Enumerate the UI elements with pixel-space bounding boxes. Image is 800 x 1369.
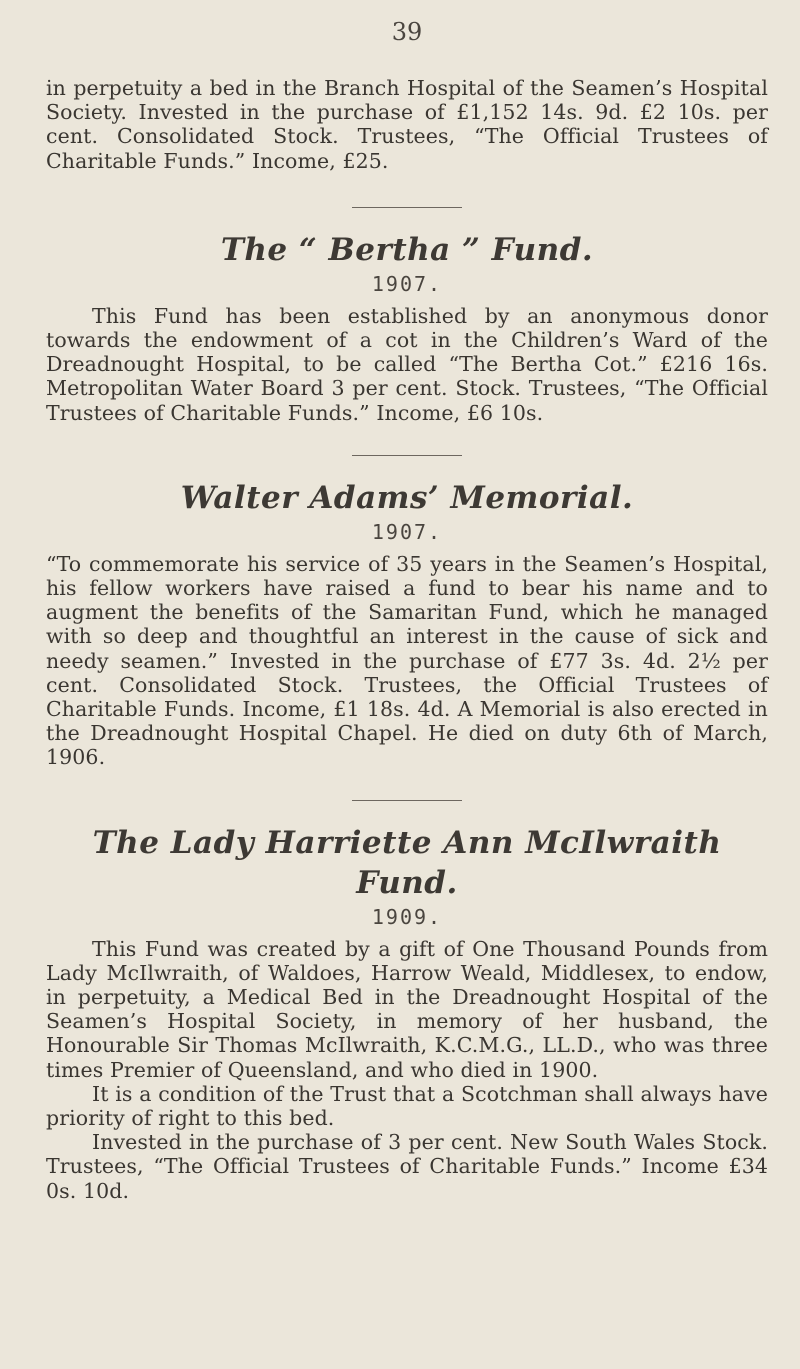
section-divider	[352, 455, 462, 456]
section-divider	[352, 207, 462, 208]
intro-paragraph: in perpetuity a bed in the Branch Hospital of the Seamen’s Hospital Society. Invested in the purchase of £1,152 14s. 9d. £2 10s. per cent. Consolidated Stock. Trustees, “The Official Trustees of Charitable Funds.” Income, £25.	[46, 76, 768, 173]
section-paragraph: This Fund was created by a gift of One Thousand Pounds from Lady McIlwraith, of Waldoes, Harrow Weald, Middlesex, to endow, in perpetuity, a Medical Bed in the Dreadnought Hospital of the Seamen’s Hospital Society, in memory of her husband, the Honourable Sir Thomas McIlwraith, K.C.M.G., LL.D., who was three times Premier of Queensland, and who died in 1900.	[46, 936, 768, 1082]
section-title: The “ Bertha ” Fund.	[220, 231, 594, 268]
section-title: Walter Adams’ Memorial.	[180, 479, 634, 516]
section-paragraph: Invested in the purchase of 3 per cent. New South Wales Stock. Trustees, “The Official Trustees of Charitable Funds.” Income £34 0s. 10d.	[46, 1130, 768, 1203]
section-year: 1909.	[371, 904, 443, 929]
section-year: 1907.	[371, 271, 443, 296]
section-paragraph: “To commemorate his service of 35 years in the Seamen’s Hospital, his fellow workers have raised a fund to bear his name and to augment the benefits of the Samaritan Fund, which he managed with so deep and thoughtful an interest in the cause of sick and needy seamen.” Invested in the purchase of £77 3s. 4d. 2½ per cent. Consolidated Stock. Trustees, the Official Trustees of Charitable Funds. Income, £1 18s. 4d. A Memorial is also erected in the Dreadnought Hospital Chapel. He died on duty 6th of March, 1906.	[46, 551, 768, 770]
section-title: The Lady Harriette Ann McIlwraith Fund.	[92, 824, 722, 901]
section-paragraph: It is a condition of the Trust that a Scotchman shall always have priority of right to this bed.	[46, 1081, 768, 1131]
section-year: 1907.	[371, 519, 443, 544]
page-number: 39	[391, 18, 423, 46]
section-mcilwraith-fund	[46, 823, 768, 1203]
section-paragraph: This Fund has been established by an anonymous donor towards the endowment of a cot in the Children’s Ward of the Dreadnought Hospital, to be called “The Bertha Cot.” £216 16s. Metropolitan Water Board 3 per cent. Stock. Trustees, “The Official Trustees of Charitable Funds.” Income, £6 10s.	[46, 303, 768, 425]
section-bertha-fund	[46, 230, 768, 425]
document-page	[46, 0, 768, 1203]
section-walter-adams-memorial	[46, 478, 768, 770]
section-divider	[352, 800, 462, 801]
